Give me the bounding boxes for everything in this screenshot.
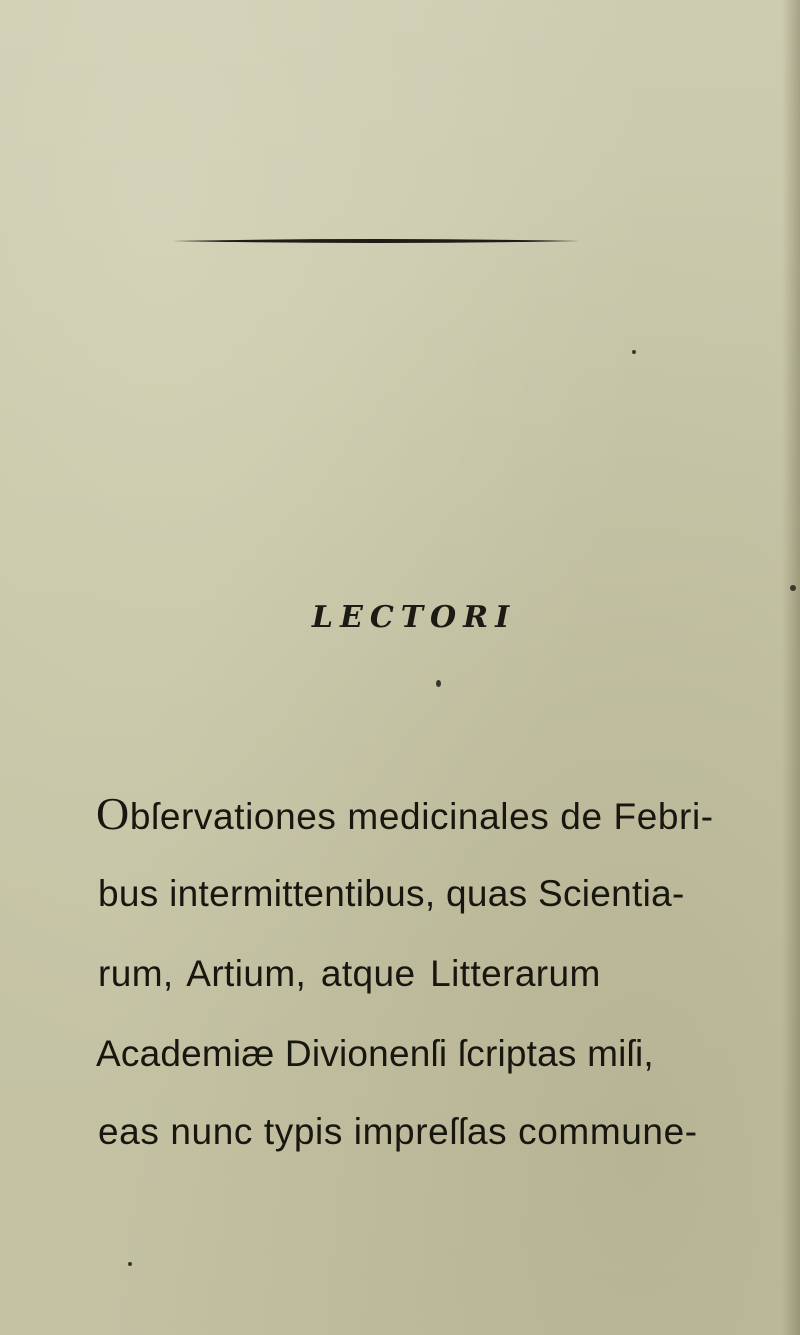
text-line [98, 1108, 698, 1156]
paper-speck [128, 1262, 132, 1266]
ornamental-rule [172, 236, 580, 246]
text-line-content: bſervationes medicinales de Febri- [129, 796, 714, 837]
text-line [96, 1030, 654, 1078]
text-line-content: rum, Artium, atque Litterarum [98, 953, 601, 994]
text-line-content: bus intermittentibus, quas Scientia- [98, 873, 685, 914]
text-line [98, 950, 601, 998]
text-line [96, 790, 714, 841]
page-edge-shadow [782, 0, 800, 1335]
drop-initial: O [96, 788, 130, 839]
paper-speck [790, 585, 796, 591]
paper-speck [632, 350, 636, 354]
page-heading: LECTORI [311, 600, 517, 635]
text-line [98, 870, 685, 918]
text-line-content: Academiæ Divionenſi ſcriptas miſi, [96, 1033, 654, 1074]
text-line-content: eas nunc typis impreſſas commune- [98, 1111, 698, 1152]
paper-speck [436, 680, 441, 687]
